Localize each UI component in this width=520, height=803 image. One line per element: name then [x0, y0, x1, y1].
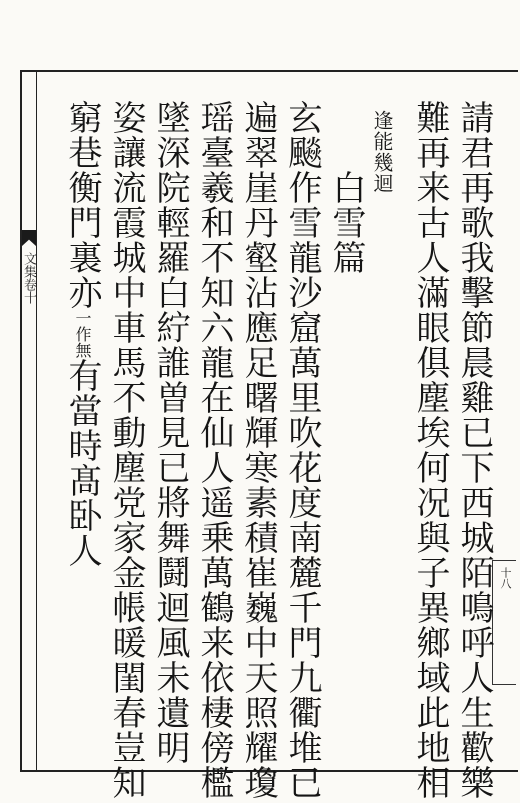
- text-column-10-main: 窮巷衡門裏亦: [62, 100, 102, 310]
- text-column-7: 瑶臺羲和不知六龍在仙人遥乗萬鶴来依棲傍檻: [194, 100, 234, 800]
- text-column-10-tail: 有當時髙卧人: [62, 358, 102, 568]
- text-column-3: 逢能幾迴: [370, 110, 394, 194]
- frame-top-rule: [20, 70, 518, 72]
- text-column-10: [62, 100, 102, 568]
- text-columns: [40, 100, 494, 800]
- text-column-1: 請君再歌我擊節晨雞已下西城陌鳴呼人生歡樂: [454, 100, 494, 800]
- text-column-8: 墜深院輕羅白紵誰曽見已將舞鬪迴風未遺明: [150, 100, 190, 765]
- folio-strip: [492, 560, 516, 685]
- text-column-9: 姿讓流霞城中車馬不動塵党家金帳暖閨春豈知: [106, 100, 146, 800]
- fishtail-mark: [22, 230, 36, 246]
- text-column-2: 難再来古人滿眼俱塵埃何况與子異鄉域此地相: [410, 100, 450, 800]
- interlinear-note: 一作無: [73, 310, 92, 358]
- poem-title: 白雪篇: [326, 170, 366, 275]
- banxin-title: 文集卷十: [21, 252, 36, 304]
- text-column-5: 玄飈作雪龍沙窟萬里吹花度南麓千門九衢堆已: [282, 100, 322, 800]
- banxin-inner-rule: [36, 70, 37, 772]
- banxin-strip: [22, 72, 36, 770]
- folio-number: 十八: [499, 567, 512, 589]
- text-column-6: 遍翠崖丹壑沾應足曙輝寒素積崔巍中天照耀瓊: [238, 100, 278, 800]
